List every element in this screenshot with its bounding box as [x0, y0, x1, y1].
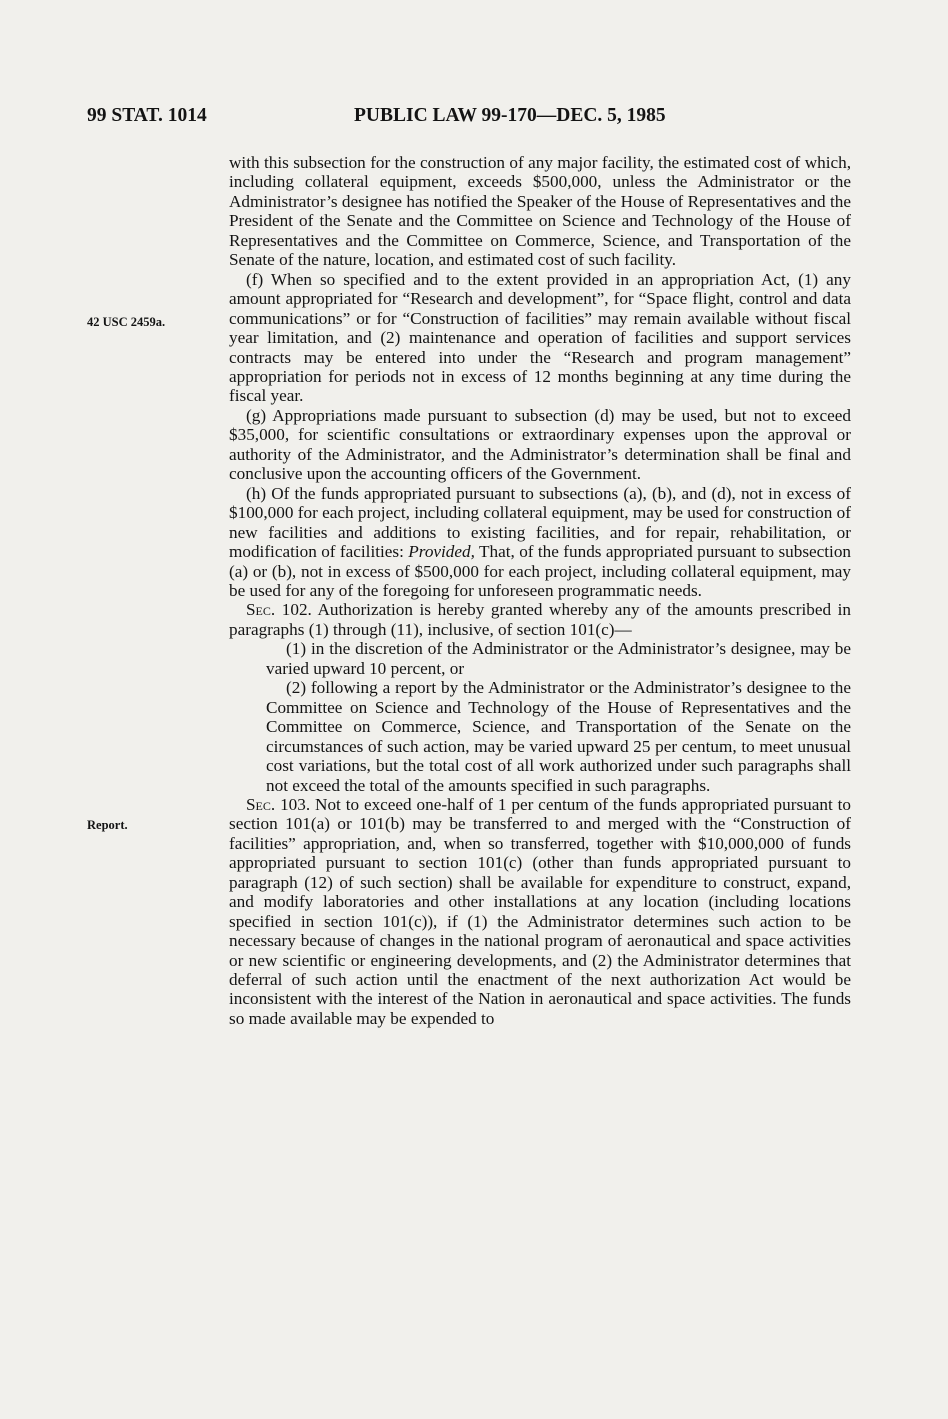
paragraph-h [229, 484, 851, 601]
paragraph-h-text-a: (h) Of the funds appropriated pursuant to subsections (a), (b), and (d), not in excess of $100,000 for each project, including collateral equipment, may be used for construction of new facilities and additions to existing facilities, and for repair, rehabilitation, or modification of facilities: [229, 483, 851, 562]
section-102 [229, 600, 851, 639]
section-102-item-1: (1) in the discretion of the Administrator or the Administrator’s designee, may be varied upward 10 percent, or [266, 639, 851, 678]
section-102-label: Sec. 102. [246, 600, 312, 620]
section-103-label: Sec. 103. [246, 794, 311, 814]
document-body [229, 153, 851, 1028]
paragraph-g: (g) Appropriations made pursuant to subsection (d) may be used, but not to exceed $35,000, for scientific consultations or extraordinary expenses upon the approval or authority of the Administrator, and the Administrator’s determination shall be final and conclusive upon the accounting officers of the Government. [229, 405, 851, 484]
section-102-text: Authorization is hereby granted whereby any of the amounts prescribed in paragraphs (1) through (11), inclusive, of section 101(c)— [229, 600, 851, 639]
paragraph-h-text-b: That, of the funds appropriated pursuant to subsection (a) or (b), not in excess of $500,000 for each project, including collateral equipment, may be used for any of the foregoing for unforeseen programmatic needs. [229, 542, 852, 600]
margin-note-usc: 42 USC 2459a. [87, 315, 166, 329]
section-103 [229, 795, 851, 1028]
margin-note-report: Report. [87, 818, 128, 832]
paragraph-continuation: with this subsection for the construction of any major facility, the estimated cost of which, including collateral equipment, exceeds $500,000, unless the Administrator or the Administrator’s designee has notified the Speaker of the House of Representatives and the President of the Senate and the Committee on Science and Technology of the House of Representatives and the Committee on Commerce, Science, and Transportation of the Senate of the nature, location, and estimated cost of such facility. [229, 153, 851, 270]
page-title: PUBLIC LAW 99-170—DEC. 5, 1985 [354, 105, 666, 126]
section-102-item-2: (2) following a report by the Administrator or the Administrator’s designee to the Committee on Science and Technology of the House of Representatives and the Committee on Commerce, Science, and Transportation of the Senate on the circumstances of such action, may be varied upward 25 per centum, to meet unusual cost variations, but the total cost of all work authorized under such paragraphs shall not exceed the total of the amounts specified in such paragraphs. [266, 678, 851, 795]
paragraph-h-proviso: Provided, [408, 542, 475, 562]
section-103-text: Not to exceed one-half of 1 per centum of the funds appropriated pursuant to section 101(a) or 101(b) may be transferred to and merged with the “Construction of facilities” appropriation, and, when so transferred, together with $10,000,000 of funds appropriated pursuant to section 101(c) (other than funds appropriated pursuant to paragraph (12) of such section) shall be available for expenditure to construct, expand, and modify laboratories and other installations at any location (including locations specified in section 101(c)), if (1) the Administrator determines such action to be necessary because of changes in the national program of aeronautical and space activities or new scientific or engineering developments, and (2) the Administrator determines that deferral of such action until the enactment of the next authorization Act would be inconsistent with the interest of the Nation in aeronautical and space activities. The funds so made available may be expended to [229, 794, 851, 1028]
statute-citation: 99 STAT. 1014 [87, 105, 207, 126]
paragraph-f: (f) When so specified and to the extent provided in an appropriation Act, (1) any amount appropriated for “Research and development”, for “Space flight, control and data communications” or for “Construction of facilities” may remain available without fiscal year limitation, and (2) maintenance and operation of facilities and support services contracts may be entered into under the “Research and program management” appropriation for periods not in excess of 12 months beginning at any time during the fiscal year. [229, 269, 851, 406]
